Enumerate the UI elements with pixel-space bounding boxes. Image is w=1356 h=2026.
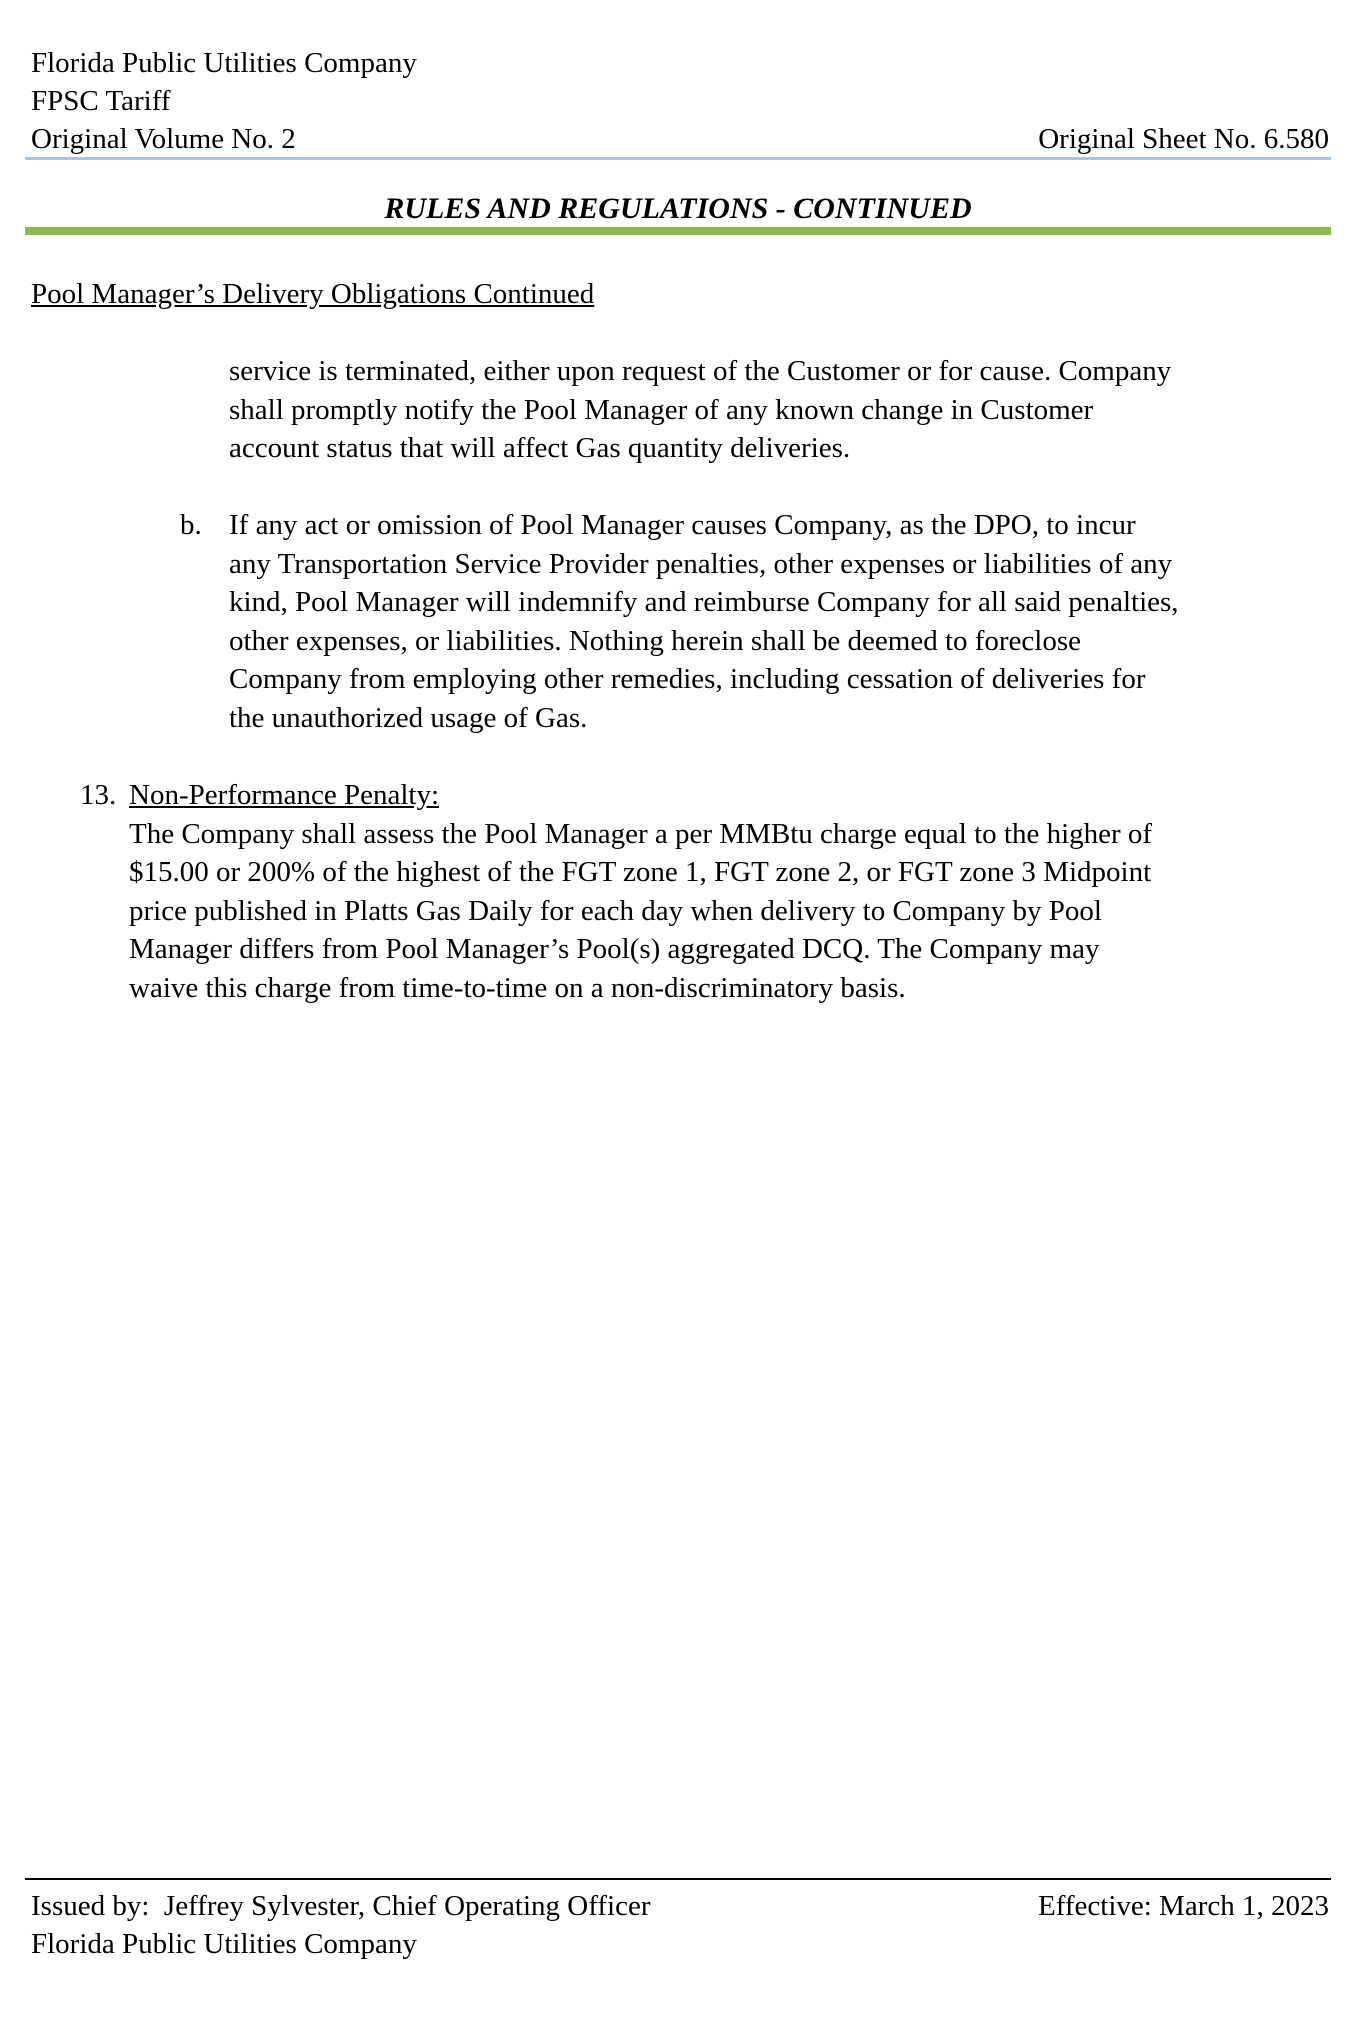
paragraph-line: kind, Pool Manager will indemnify and reimburse Company for all said penalties, xyxy=(229,586,1179,618)
paragraph-line: $15.00 or 200% of the highest of the FGT zone 1, FGT zone 2, or FGT zone 3 Midpoint xyxy=(129,856,1152,888)
footer-company: Florida Public Utilities Company xyxy=(31,1928,417,1960)
continued-paragraph xyxy=(229,352,1171,468)
paragraph-line: price published in Platts Gas Daily for each day when delivery to Company by Pool xyxy=(129,894,1102,927)
header-sheet-number: Original Sheet No. 6.580 xyxy=(1038,123,1329,155)
subheading: Pool Manager’s Delivery Obligations Continued xyxy=(31,278,595,310)
footer-issued-by: Issued by: Jeffrey Sylvester, Chief Operating Officer xyxy=(31,1890,651,1922)
header-company: Florida Public Utilities Company xyxy=(31,47,417,79)
paragraph-line: service is terminated, either upon request of the Customer or for cause. Company xyxy=(229,355,1172,387)
paragraph-line: account status that will affect Gas quantity deliveries. xyxy=(229,432,851,464)
header-volume: Original Volume No. 2 xyxy=(31,123,296,155)
section-title: RULES AND REGULATIONS - CONTINUED xyxy=(384,192,972,225)
paragraph-line: The Company shall assess the Pool Manager a per MMBtu charge equal to the higher of xyxy=(129,817,1153,850)
item-b-paragraph xyxy=(229,506,1179,737)
title-divider xyxy=(25,227,1331,235)
footer-divider xyxy=(25,1878,1331,1880)
paragraph-line: shall promptly notify the Pool Manager of any known change in Customer xyxy=(229,393,1094,426)
header-tariff: FPSC Tariff xyxy=(31,85,171,117)
paragraph-line: other expenses, or liabilities. Nothing herein shall be deemed to foreclose xyxy=(229,624,1082,657)
item-b-marker: b. xyxy=(180,509,202,541)
paragraph-line: If any act or omission of Pool Manager causes Company, as the DPO, to incur xyxy=(229,509,1136,541)
item-13-title: Non-Performance Penalty: xyxy=(129,779,440,811)
item-13-marker: 13. xyxy=(80,779,117,811)
item-13-paragraph xyxy=(129,776,1152,1007)
paragraph-line: any Transportation Service Provider penalties, other expenses or liabilities of any xyxy=(229,547,1173,580)
paragraph-line: waive this charge from time-to-time on a non-discriminatory basis. xyxy=(129,971,906,1004)
paragraph-line: Company from employing other remedies, including cessation of deliveries for xyxy=(229,663,1146,695)
header-divider xyxy=(25,157,1331,160)
footer-effective-date: Effective: March 1, 2023 xyxy=(1038,1890,1329,1922)
paragraph-line: the unauthorized usage of Gas. xyxy=(229,701,588,734)
paragraph-line: Manager differs from Pool Manager’s Pool(s) aggregated DCQ. The Company may xyxy=(129,933,1100,965)
